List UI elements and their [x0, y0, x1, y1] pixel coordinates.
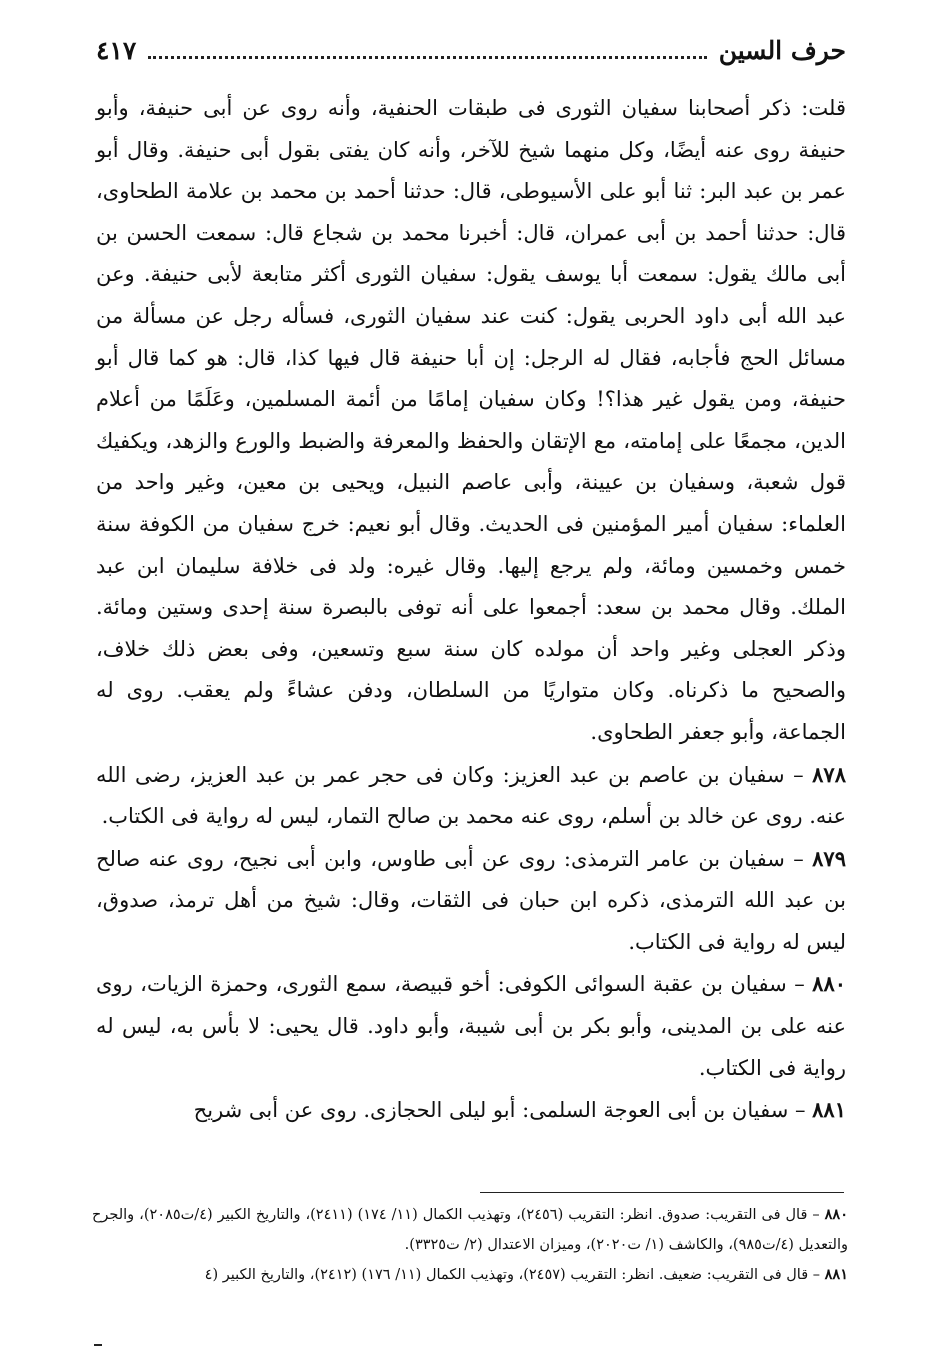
entry-text: سفيان بن عقبة السوائى الكوفى: أخو قبيصة، سمع الثورى، وحمزة الزيات، روى عنه على بن المدينى، وأبو بكر بن أبى شيبة، وأبو داود. قال يحيى: لا بأس به، ليس له رواية فى الكتاب.	[96, 972, 846, 1080]
entry-number: ٨٧٨	[812, 761, 846, 787]
biography-entry-880	[96, 963, 846, 1089]
entry-text: سفيان بن عامر الترمذى: روى عن أبى طاوس، وابن أبى نجيح، روى عنه صالح بن عبد الله الترمذى، ذكره ابن حبان فى الثقات، وقال: شيخ من أهل ترمذ، صدوق، ليس له رواية فى الكتاب.	[96, 846, 846, 954]
entry-number: ٨٧٩	[812, 845, 846, 871]
biography-entry-878	[96, 754, 846, 838]
footnote-text: – قال فى التقريب: ضعيف. انظر: التقريب (٢٤٥٧)، وتهذيب الكمال (١١/ ١٧٦) (٢٤١٢)، والتاريخ الكبير (٤	[204, 1267, 825, 1283]
footnote-number: ٨٨٠	[824, 1206, 848, 1223]
page-number: ٤١٧	[96, 36, 137, 65]
entry-number: ٨٨١	[812, 1097, 846, 1123]
entry-number: ٨٨٠	[812, 971, 847, 997]
footnote-880	[92, 1200, 848, 1260]
entry-dash: –	[788, 1098, 813, 1123]
footnotes	[92, 1200, 848, 1290]
page-header	[96, 36, 846, 80]
footnote-separator	[480, 1192, 844, 1193]
entry-text: سفيان بن عاصم بن عبد العزيز: وكان فى حجر عمر بن عبد العزيز، رضى الله عنه. روى عن خالد بن أسلم، روى عنه محمد بن صالح التمار، ليس له رواية فى الكتاب.	[96, 762, 846, 829]
biography-entry-879	[96, 838, 846, 964]
biography-entry-881	[96, 1089, 846, 1132]
main-text	[96, 88, 846, 1132]
entry-dash: –	[786, 972, 813, 997]
page-corner-mark	[94, 1344, 102, 1346]
commentary-paragraph: قلت: ذكر أصحابنا سفيان الثورى فى طبقات الحنفية، وأنه روى عن أبى حنيفة، وأبو حنيفة روى عنه أيضًا، وكل منهما شيخ للآخر، وأنه كان يفتى بقول أبى حنيفة. وقال أبو عمر بن عبد البر: ثنا أبو على الأسيوطى، قال: حدثنا أحمد بن محمد بن علامة الطحاوى، قال: حدثنا أحمد بن أبى عمران، قال: أخبرنا محمد بن شجاع قال: سمعت الحسن بن أبى مالك يقول: سمعت أبا يوسف يقول: سفيان الثورى أكثر متابعة لأبى حنيفة. وعن عبد الله أبى داود الحربى يقول: كنت عند سفيان الثورى، فسأله رجل عن مسألة من مسائل الحج فأجابه، فقال له الرجل: إن أبا حنيفة قال فيها كذا، قال: هو كما قال أبو حنيفة، ومن يقول غير هذا؟! وكان سفيان إمامًا من أئمة المسلمين، وعَلَمًا من أعلام الدين، مجمعًا على إمامته، مع الإتقان والحفظ والمعرفة والضبط والورع والزهد، ويكفيك قول شعبة، وسفيان بن عيينة، وأبى عاصم النبيل، ويحيى بن معين، وغير واحد من العلماء: سفيان أمير المؤمنين فى الحديث. وقال أبو نعيم: خرج سفيان من الكوفة سنة خمس وخمسين ومائة، ولم يرجع إليها. وقال غيره: ولد فى خلافة سليمان ابن عبد الملك. وقال محمد بن سعد: أجمعوا على أنه توفى بالبصرة سنة إحدى وستين ومائة. وذكر العجلى وغير واحد أن مولده كان سنة سبع وتسعين، وفى بعض ذلك خلاف، والصحيح ما ذكرناه. وكان متواريًا من السلطان، ودفن عشاءً ولم يعقب. روى له الجماعة، وأبو جعفر الطحاوى.	[96, 96, 846, 744]
entry-dash: –	[784, 846, 813, 871]
footnote-881	[92, 1260, 848, 1290]
running-head: حرف السين	[718, 36, 846, 65]
entry-text: سفيان بن أبى العوجة السلمى: أبو ليلى الحجازى. روى عن أبى شريح	[193, 1098, 789, 1123]
footnote-number: ٨٨١	[824, 1266, 848, 1283]
header-dotted-leader	[148, 42, 706, 59]
entry-dash: –	[784, 762, 813, 787]
footnote-text: – قال فى التقريب: صدوق. انظر: التقريب (٢٤٥٦)، وتهذيب الكمال (١١/ ١٧٤) (٢٤١١)، والتاريخ الكبير (٤/ت٢٠٨٥)، والجرح والتعديل (٤/ت٩٨٥)، والكاشف (١/ ت٢٠٢٠)، وميزان الاعتدال (٢/ ت٣٣٢٥).	[92, 1207, 848, 1253]
